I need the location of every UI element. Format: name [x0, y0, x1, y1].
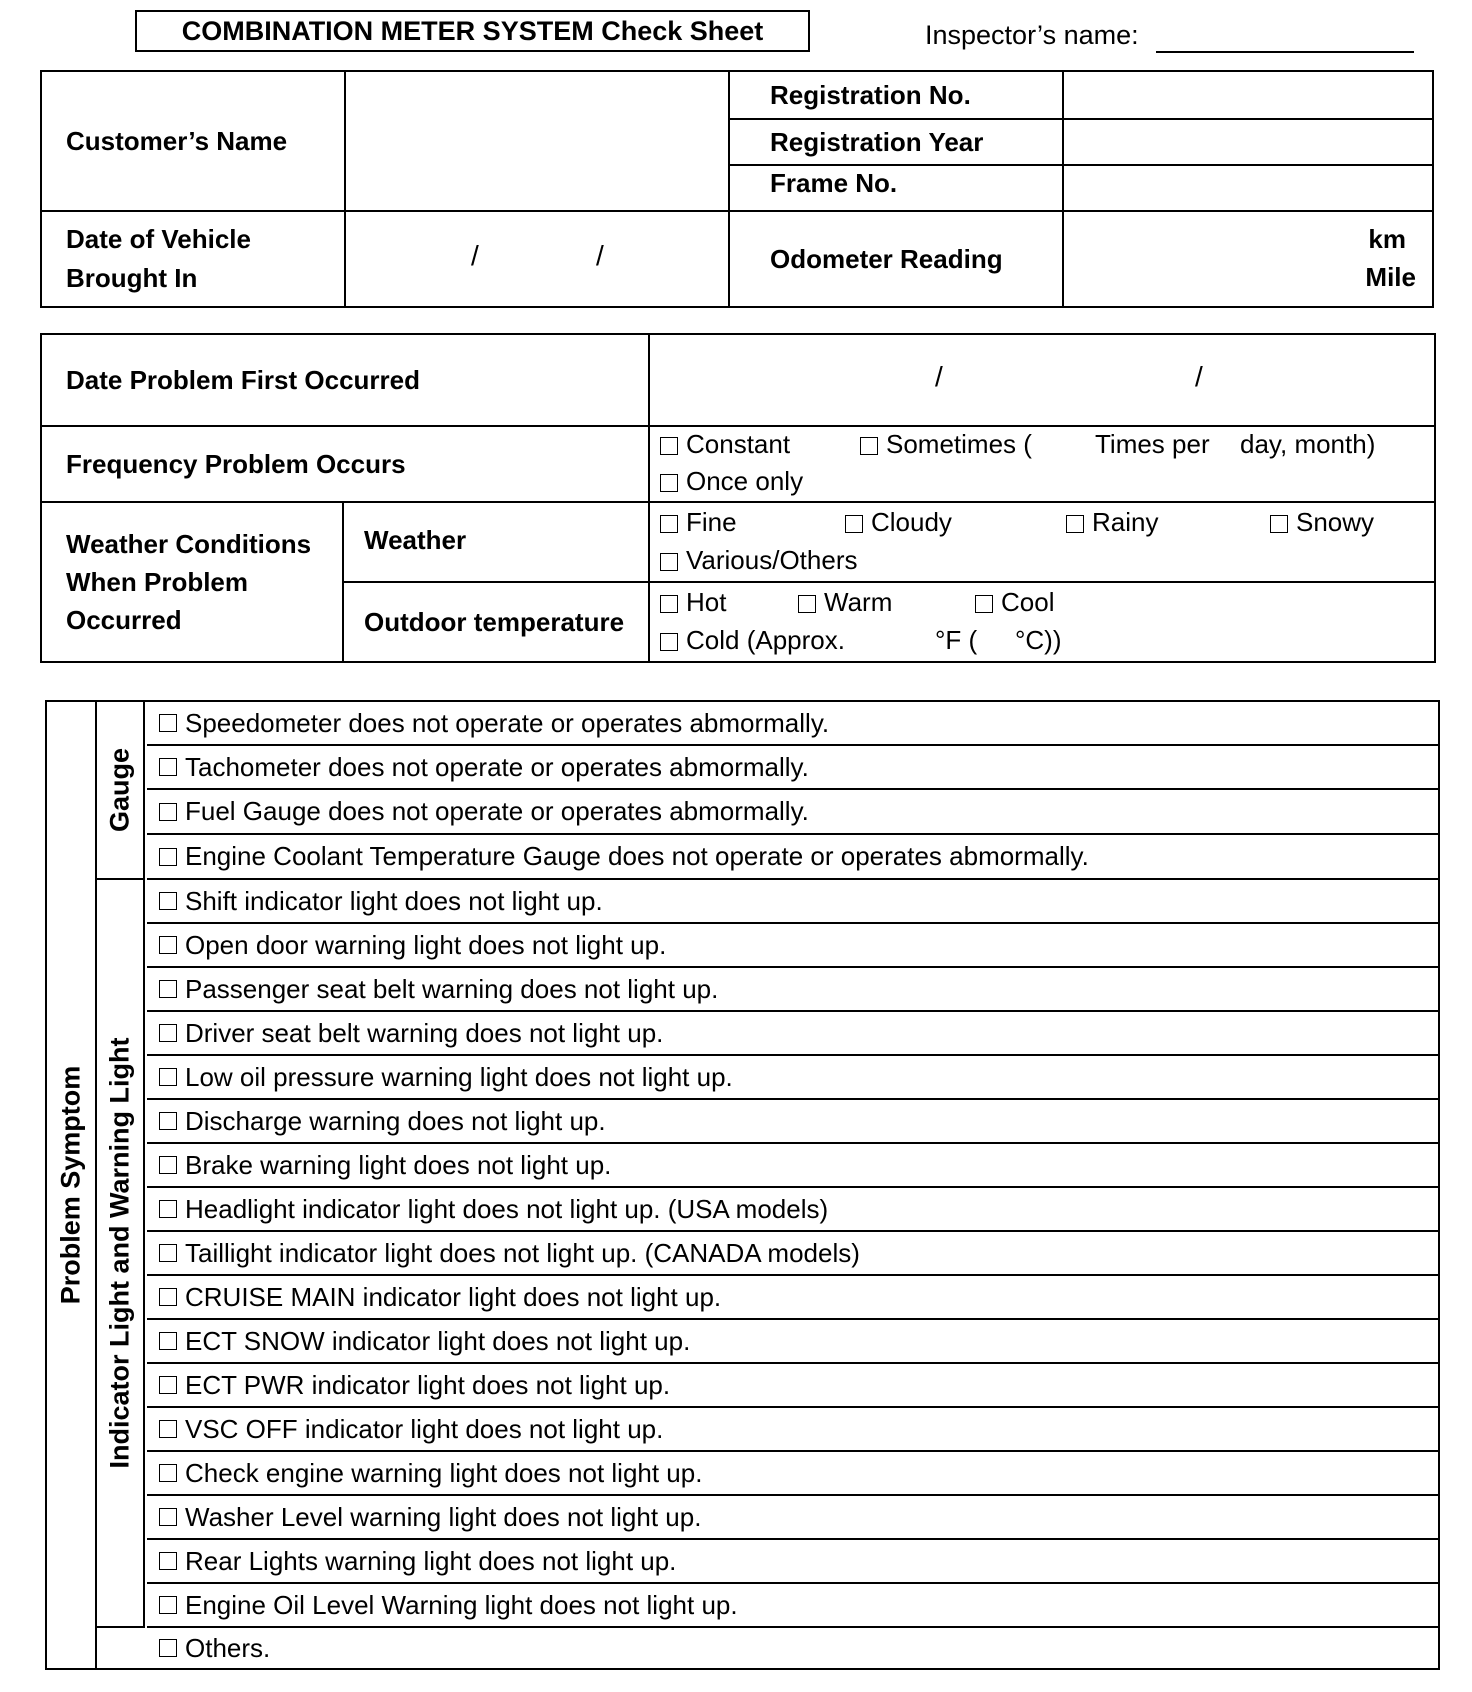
unit-km: km [1368, 224, 1406, 254]
date-first-occurred-label: Date Problem First Occurred [41, 334, 649, 426]
indicator-item[interactable]: Open door warning light does not light up. [147, 924, 1438, 968]
checkbox[interactable] [1066, 515, 1084, 533]
frequency-options [649, 426, 1435, 502]
indicator-item[interactable]: Driver seat belt warning does not light up. [147, 1012, 1438, 1056]
date-separator: / [935, 361, 943, 392]
checkbox[interactable] [159, 1200, 177, 1218]
indicator-item[interactable]: Low oil pressure warning light does not light up. [147, 1056, 1438, 1100]
gauge-item[interactable]: Tachometer does not operate or operates abmormally. [147, 746, 1438, 790]
indicator-item[interactable]: Passenger seat belt warning does not light up. [147, 968, 1438, 1012]
checkbox[interactable] [660, 474, 678, 492]
indicator-item[interactable]: Engine Oil Level Warning light does not light up. [147, 1584, 1438, 1628]
checkbox[interactable] [159, 1068, 177, 1086]
temp-cold-option[interactable]: Cold (Approx. [660, 625, 845, 656]
unit-mile: Mile [1365, 262, 1416, 292]
customer-name-field[interactable] [345, 71, 729, 211]
weather-conditions-line3: Occurred [66, 605, 182, 635]
registration-no-field[interactable] [1063, 71, 1433, 119]
freq-times-per: Times per [1095, 429, 1210, 459]
indicator-item[interactable]: ECT PWR indicator light does not light up. [147, 1364, 1438, 1408]
frame-no-field[interactable] [1063, 165, 1433, 211]
outdoor-temperature-label: Outdoor temperature [343, 582, 649, 662]
date-brought-in-label [41, 211, 345, 307]
checkbox[interactable] [159, 1288, 177, 1306]
weather-snowy-option[interactable]: Snowy [1270, 507, 1374, 538]
checkbox[interactable] [159, 980, 177, 998]
indicator-warning-label: Indicator Light and Warning Light [104, 1037, 135, 1469]
checkbox[interactable] [1270, 515, 1288, 533]
weather-conditions-line1: Weather Conditions [66, 529, 312, 559]
vehicle-info-table [40, 70, 1434, 308]
date-first-occurred-field[interactable] [649, 334, 1435, 426]
indicator-item[interactable]: Brake warning light does not light up. [147, 1144, 1438, 1188]
date-brought-in-label-line1: Date of Vehicle [66, 224, 251, 254]
problem-conditions-table [40, 333, 1436, 663]
check-sheet-title: COMBINATION METER SYSTEM Check Sheet [135, 10, 810, 52]
odometer-field[interactable] [1063, 211, 1433, 307]
checkbox[interactable] [159, 1376, 177, 1394]
freq-once-option[interactable]: Once only [660, 466, 803, 497]
indicator-item[interactable]: ECT SNOW indicator light does not light up. [147, 1320, 1438, 1364]
date-separator: / [471, 240, 479, 271]
checkbox[interactable] [159, 1112, 177, 1130]
checkbox[interactable] [798, 595, 816, 613]
weather-label: Weather [343, 502, 649, 582]
date-brought-in-field[interactable] [345, 211, 729, 307]
checkbox[interactable] [660, 515, 678, 533]
frame-no-label: Frame No. [729, 165, 1063, 211]
weather-conditions-line2: When Problem [66, 567, 249, 597]
indicator-item[interactable]: CRUISE MAIN indicator light does not light up. [147, 1276, 1438, 1320]
temp-cool-option[interactable]: Cool [975, 587, 1054, 618]
inspector-name-label: Inspector’s name: [925, 20, 1139, 50]
checkbox[interactable] [975, 595, 993, 613]
checkbox[interactable] [660, 633, 678, 651]
gauge-item[interactable]: Engine Coolant Temperature Gauge does not operate or operates abmormally. [147, 835, 1438, 880]
indicator-item[interactable]: Taillight indicator light does not light up. (CANADA models) [147, 1232, 1438, 1276]
gauge-label: Gauge [104, 747, 135, 833]
checkbox[interactable] [159, 936, 177, 954]
weather-conditions-label [41, 502, 343, 662]
checkbox[interactable] [159, 1244, 177, 1262]
indicator-item[interactable]: Check engine warning light does not light up. [147, 1452, 1438, 1496]
indicator-item[interactable]: Washer Level warning light does not light up. [147, 1496, 1438, 1540]
temp-celsius: °C)) [1015, 625, 1062, 655]
registration-year-label: Registration Year [729, 119, 1063, 165]
freq-constant-option[interactable]: Constant [660, 429, 790, 460]
checkbox[interactable] [860, 437, 878, 455]
date-brought-in-label-line2: Brought In [66, 263, 198, 293]
freq-day-month: day, month) [1240, 429, 1376, 459]
freq-sometimes-option[interactable]: Sometimes ( [860, 429, 1032, 460]
inspector-name-field[interactable] [1156, 51, 1414, 53]
problem-symptom-group [47, 702, 97, 1668]
indicator-item[interactable]: Shift indicator light does not light up. [147, 880, 1438, 924]
date-separator: / [1195, 361, 1203, 392]
gauge-item[interactable]: Speedometer does not operate or operates abmormally. [147, 702, 1438, 746]
checkbox[interactable] [159, 1639, 177, 1657]
checkbox[interactable] [159, 1596, 177, 1614]
checkbox[interactable] [660, 553, 678, 571]
temperature-options [649, 582, 1435, 662]
checkbox[interactable] [159, 1464, 177, 1482]
indicator-group [97, 880, 145, 1628]
problem-symptom-label: Problem Symptom [55, 1065, 86, 1305]
odometer-label: Odometer Reading [729, 211, 1063, 307]
indicator-item[interactable]: Discharge warning does not light up. [147, 1100, 1438, 1144]
others-item[interactable]: Others. [97, 1628, 1438, 1668]
gauge-item[interactable]: Fuel Gauge does not operate or operates abmormally. [147, 790, 1438, 835]
registration-year-field[interactable] [1063, 119, 1433, 165]
checkbox[interactable] [845, 515, 863, 533]
indicator-item[interactable]: Headlight indicator light does not light up. (USA models) [147, 1188, 1438, 1232]
weather-options [649, 502, 1435, 582]
weather-various-option[interactable]: Various/Others [660, 545, 857, 576]
frequency-label: Frequency Problem Occurs [41, 426, 649, 502]
indicator-item[interactable]: Rear Lights warning light does not light up. [147, 1540, 1438, 1584]
checkbox[interactable] [159, 892, 177, 910]
checkbox[interactable] [159, 1420, 177, 1438]
checkbox[interactable] [159, 1024, 177, 1042]
checkbox[interactable] [159, 803, 177, 821]
checkbox[interactable] [159, 1332, 177, 1350]
checkbox[interactable] [660, 437, 678, 455]
checkbox[interactable] [159, 714, 177, 732]
checkbox[interactable] [159, 1156, 177, 1174]
weather-fine-option[interactable]: Fine [660, 507, 737, 538]
checkbox[interactable] [660, 595, 678, 613]
checkbox[interactable] [159, 1552, 177, 1570]
weather-rainy-option[interactable]: Rainy [1066, 507, 1158, 538]
temp-warm-option[interactable]: Warm [798, 587, 892, 618]
checkbox[interactable] [159, 1508, 177, 1526]
checkbox[interactable] [159, 848, 177, 866]
temp-fahrenheit: °F ( [935, 625, 978, 655]
indicator-item[interactable]: VSC OFF indicator light does not light up. [147, 1408, 1438, 1452]
customer-name-label: Customer’s Name [41, 71, 345, 211]
weather-cloudy-option[interactable]: Cloudy [845, 507, 952, 538]
temp-hot-option[interactable]: Hot [660, 587, 726, 618]
checkbox[interactable] [159, 758, 177, 776]
registration-no-label: Registration No. [729, 71, 1063, 119]
date-separator: / [596, 240, 604, 271]
problem-symptom-table [45, 700, 1440, 1670]
gauge-group [97, 702, 145, 880]
